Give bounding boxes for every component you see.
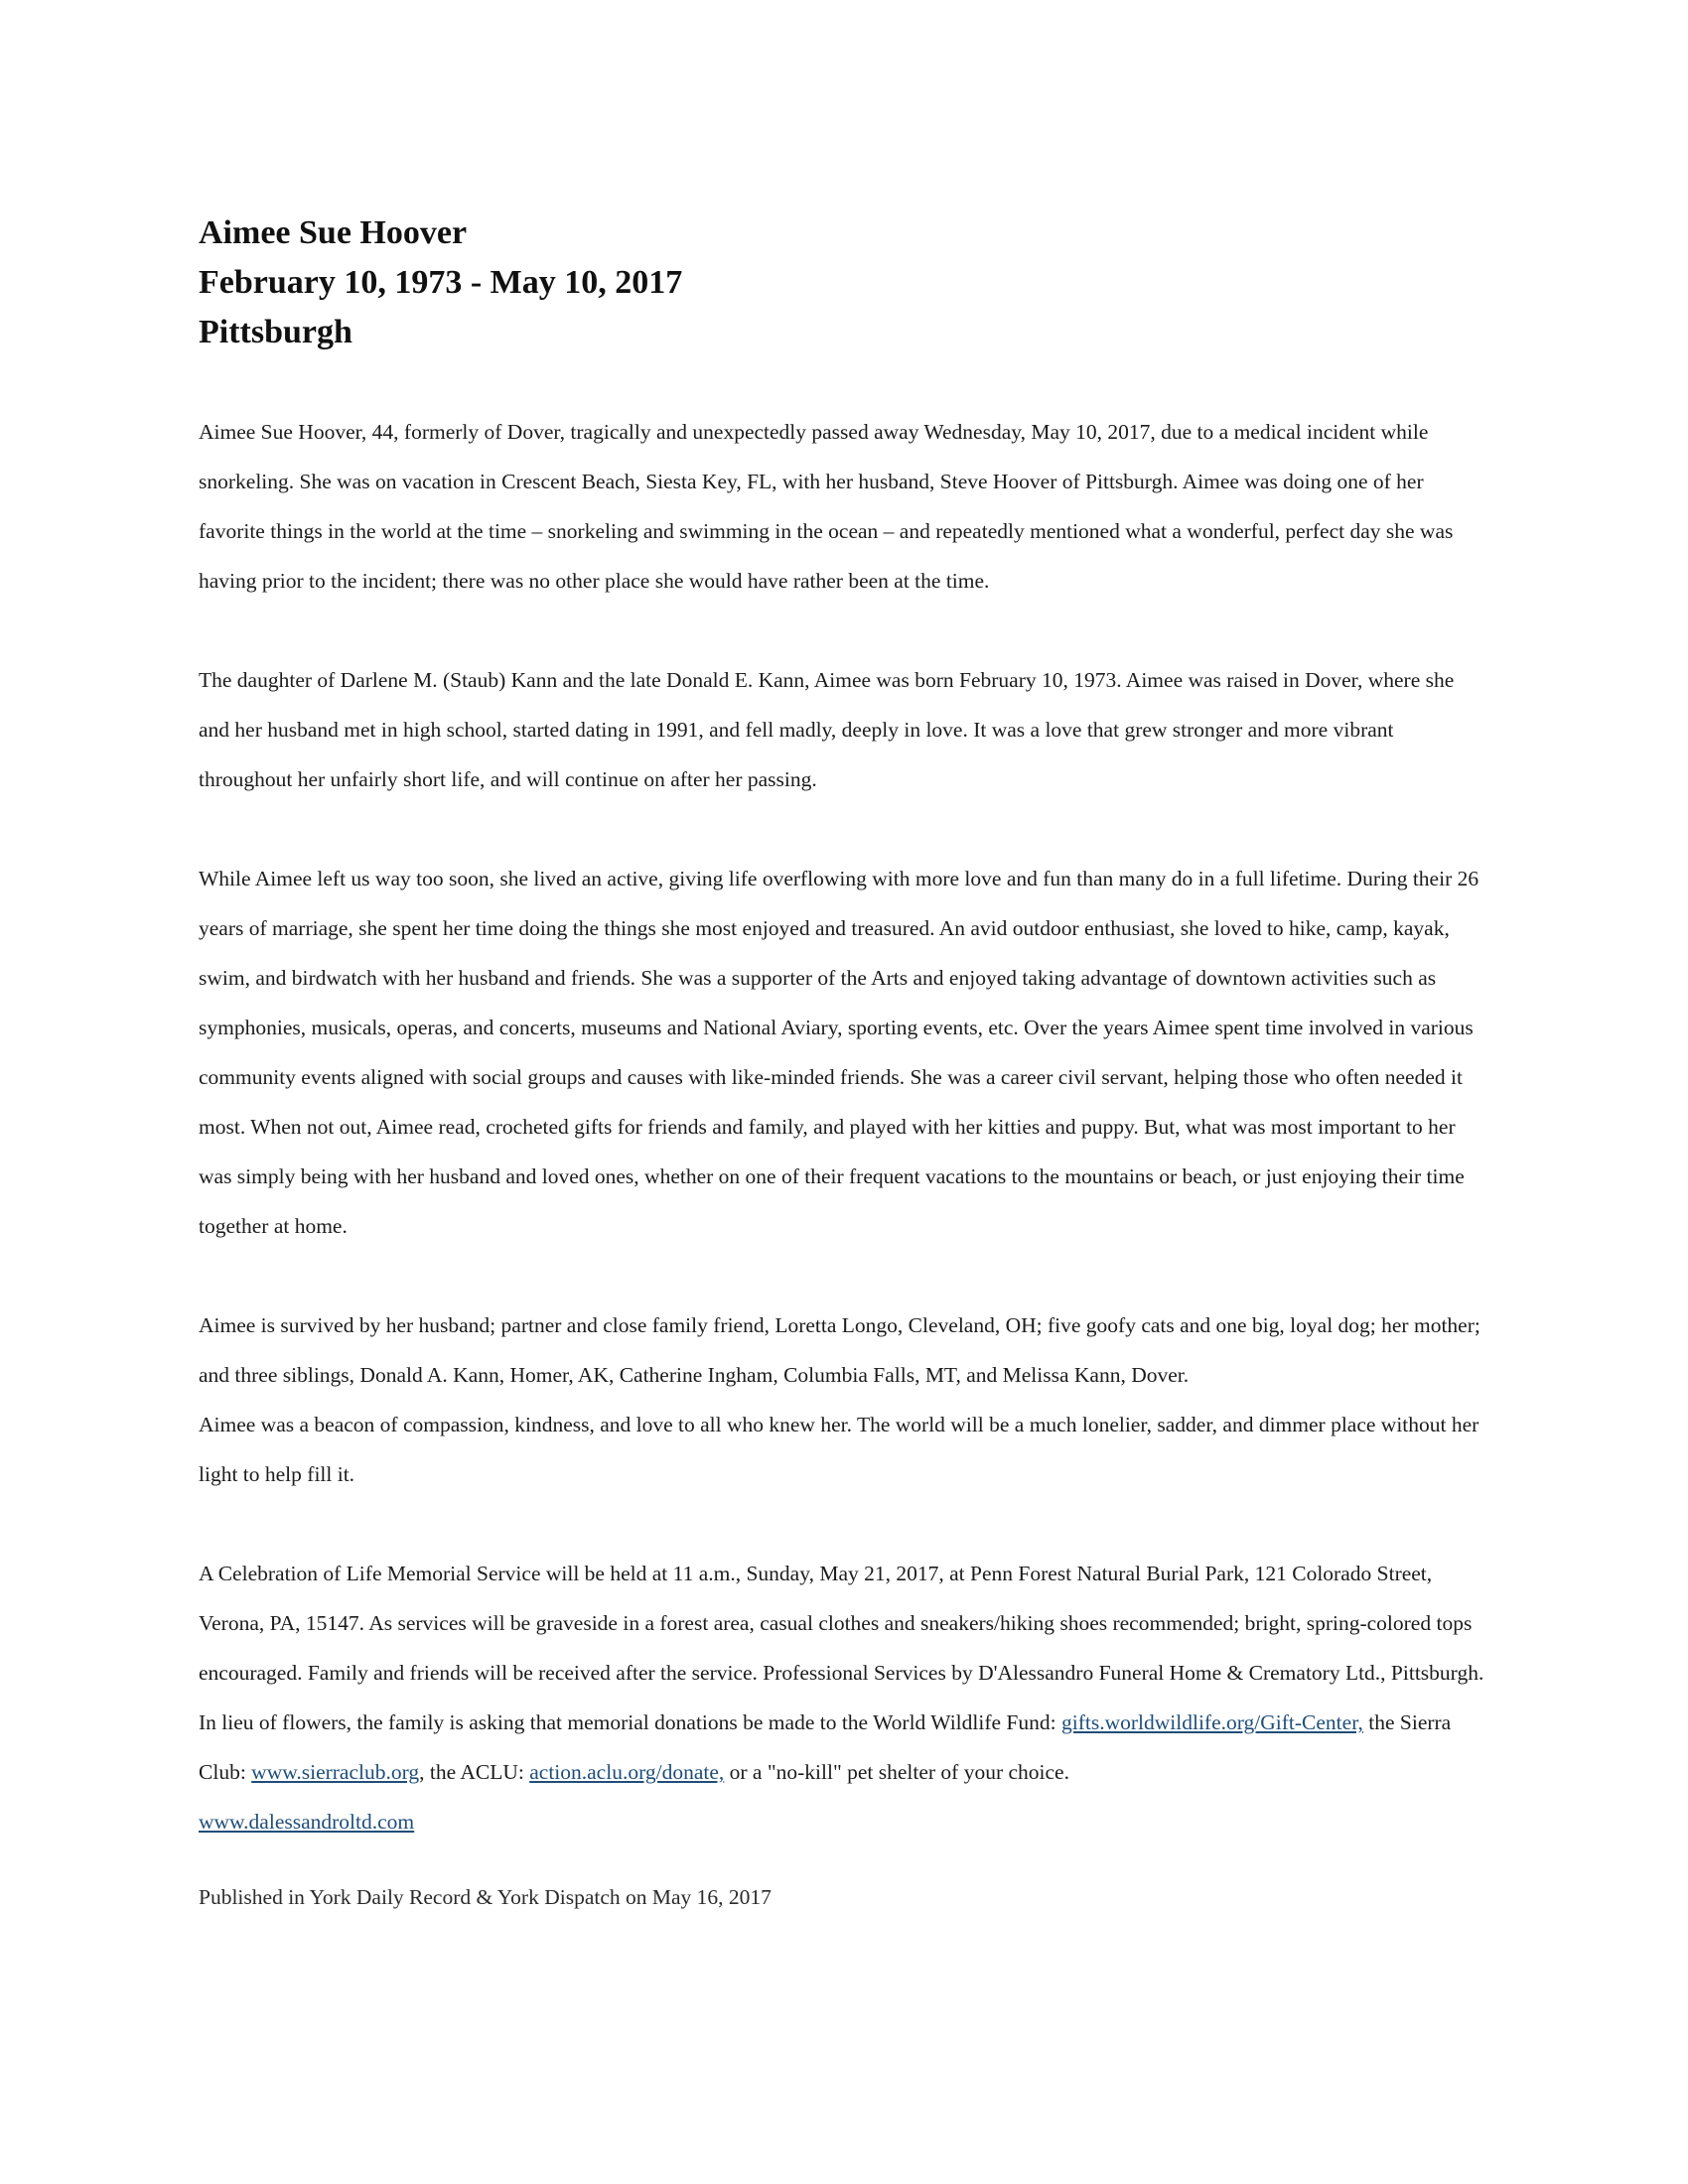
paragraph-passing: Aimee Sue Hoover, 44, formerly of Dover, tragically and unexpectedly passed away Wednesday, May 10, 2017, due to a medical incident while snorkeling. She was on vacation in Crescent Beach, Siesta Key, FL, with her husband, Steve Hoover of Pittsburgh. Aimee was doing one of her favorite things in the world at the time – snorkeling and swimming in the ocean – and repeatedly mentioned what a wonderful, perfect day she was having prior to the incident; there was no other place she would have rather been at the time. bbox=[199, 420, 1454, 593]
publication-note: Published in York Daily Record & York Dispatch on May 16, 2017 bbox=[199, 1885, 772, 1909]
obituary-page bbox=[199, 208, 1489, 1944]
paragraph-service bbox=[199, 1549, 1489, 1797]
funeral-home-website-link[interactable]: www.dalessandroltd.com bbox=[199, 1810, 415, 1834]
life-dates: February 10, 1973 - May 10, 2017 bbox=[199, 264, 683, 301]
service-text-end: or a "no-kill" pet shelter of your choice. bbox=[724, 1760, 1069, 1784]
location: Pittsburgh bbox=[199, 314, 352, 350]
obituary-header bbox=[199, 208, 1489, 357]
wwf-donation-link[interactable]: gifts.worldwildlife.org/Gift-Center, bbox=[1061, 1710, 1363, 1734]
sierra-club-link[interactable]: www.sierraclub.org bbox=[251, 1760, 420, 1784]
paragraph-family-background: The daughter of Darlene M. (Staub) Kann and the late Donald E. Kann, Aimee was born February 10, 1973. Aimee was raised in Dover, where she and her husband met in high school, started dating in 1991, and fell madly, deeply in love. It was a love that grew stronger and more vibrant throughout her unfairly short life, and will continue on after her passing. bbox=[199, 668, 1455, 791]
service-text-aclu: , the ACLU: bbox=[419, 1760, 530, 1784]
service-text-sierra: the Sierra Club: bbox=[199, 1710, 1452, 1784]
service-text: A Celebration of Life Memorial Service will be held at 11 a.m., Sunday, May 21, 2017, at Penn Forest Natural Burial Park, 121 Colorado Street, Verona, PA, 15147. As services will be graveside in a forest area, casual clothes and sneakers/hiking shoes recommended; bright, spring-colored tops encouraged. Family and friends will be received after the service. Professional Services by D'Alessandro Funeral Home & Crematory Ltd., Pittsburgh. In lieu of flowers, the family is asking that memorial donations be made to the World Wildlife Fund: bbox=[199, 1562, 1484, 1734]
deceased-name: Aimee Sue Hoover bbox=[199, 214, 468, 251]
paragraph-tribute: Aimee was a beacon of compassion, kindness, and love to all who knew her. The world will be a much lonelier, sadder, and dimmer place without her light to help fill it. bbox=[199, 1413, 1479, 1486]
paragraph-survivors: Aimee is survived by her husband; partner and close family friend, Loretta Longo, Cleveland, OH; five goofy cats and one big, loyal dog; her mother; and three siblings, Donald A. Kann, Homer, AK, Catherine Ingham, Columbia Falls, MT, and Melissa Kann, Dover. bbox=[199, 1313, 1480, 1387]
paragraph-life: While Aimee left us way too soon, she lived an active, giving life overflowing with more love and fun than many do in a full lifetime. During their 26 years of marriage, she spent her time doing the things she most enjoyed and treasured. An avid outdoor enthusiast, she loved to hike, camp, kayak, swim, and birdwatch with her husband and friends. She was a supporter of the Arts and enjoyed taking advantage of downtown activities such as symphonies, musicals, operas, and concerts, museums and National Aviary, sporting events, etc. Over the years Aimee spent time involved in various community events aligned with social groups and causes with like-minded friends. She was a career civil servant, helping those who often needed it most. When not out, Aimee read, crocheted gifts for friends and family, and played with her kitties and puppy. But, what was most important to her was simply being with her husband and loved ones, whether on one of their frequent vacations to the mountains or beach, or just enjoying their time together at home. bbox=[199, 867, 1479, 1238]
aclu-donation-link[interactable]: action.aclu.org/donate, bbox=[529, 1760, 725, 1784]
